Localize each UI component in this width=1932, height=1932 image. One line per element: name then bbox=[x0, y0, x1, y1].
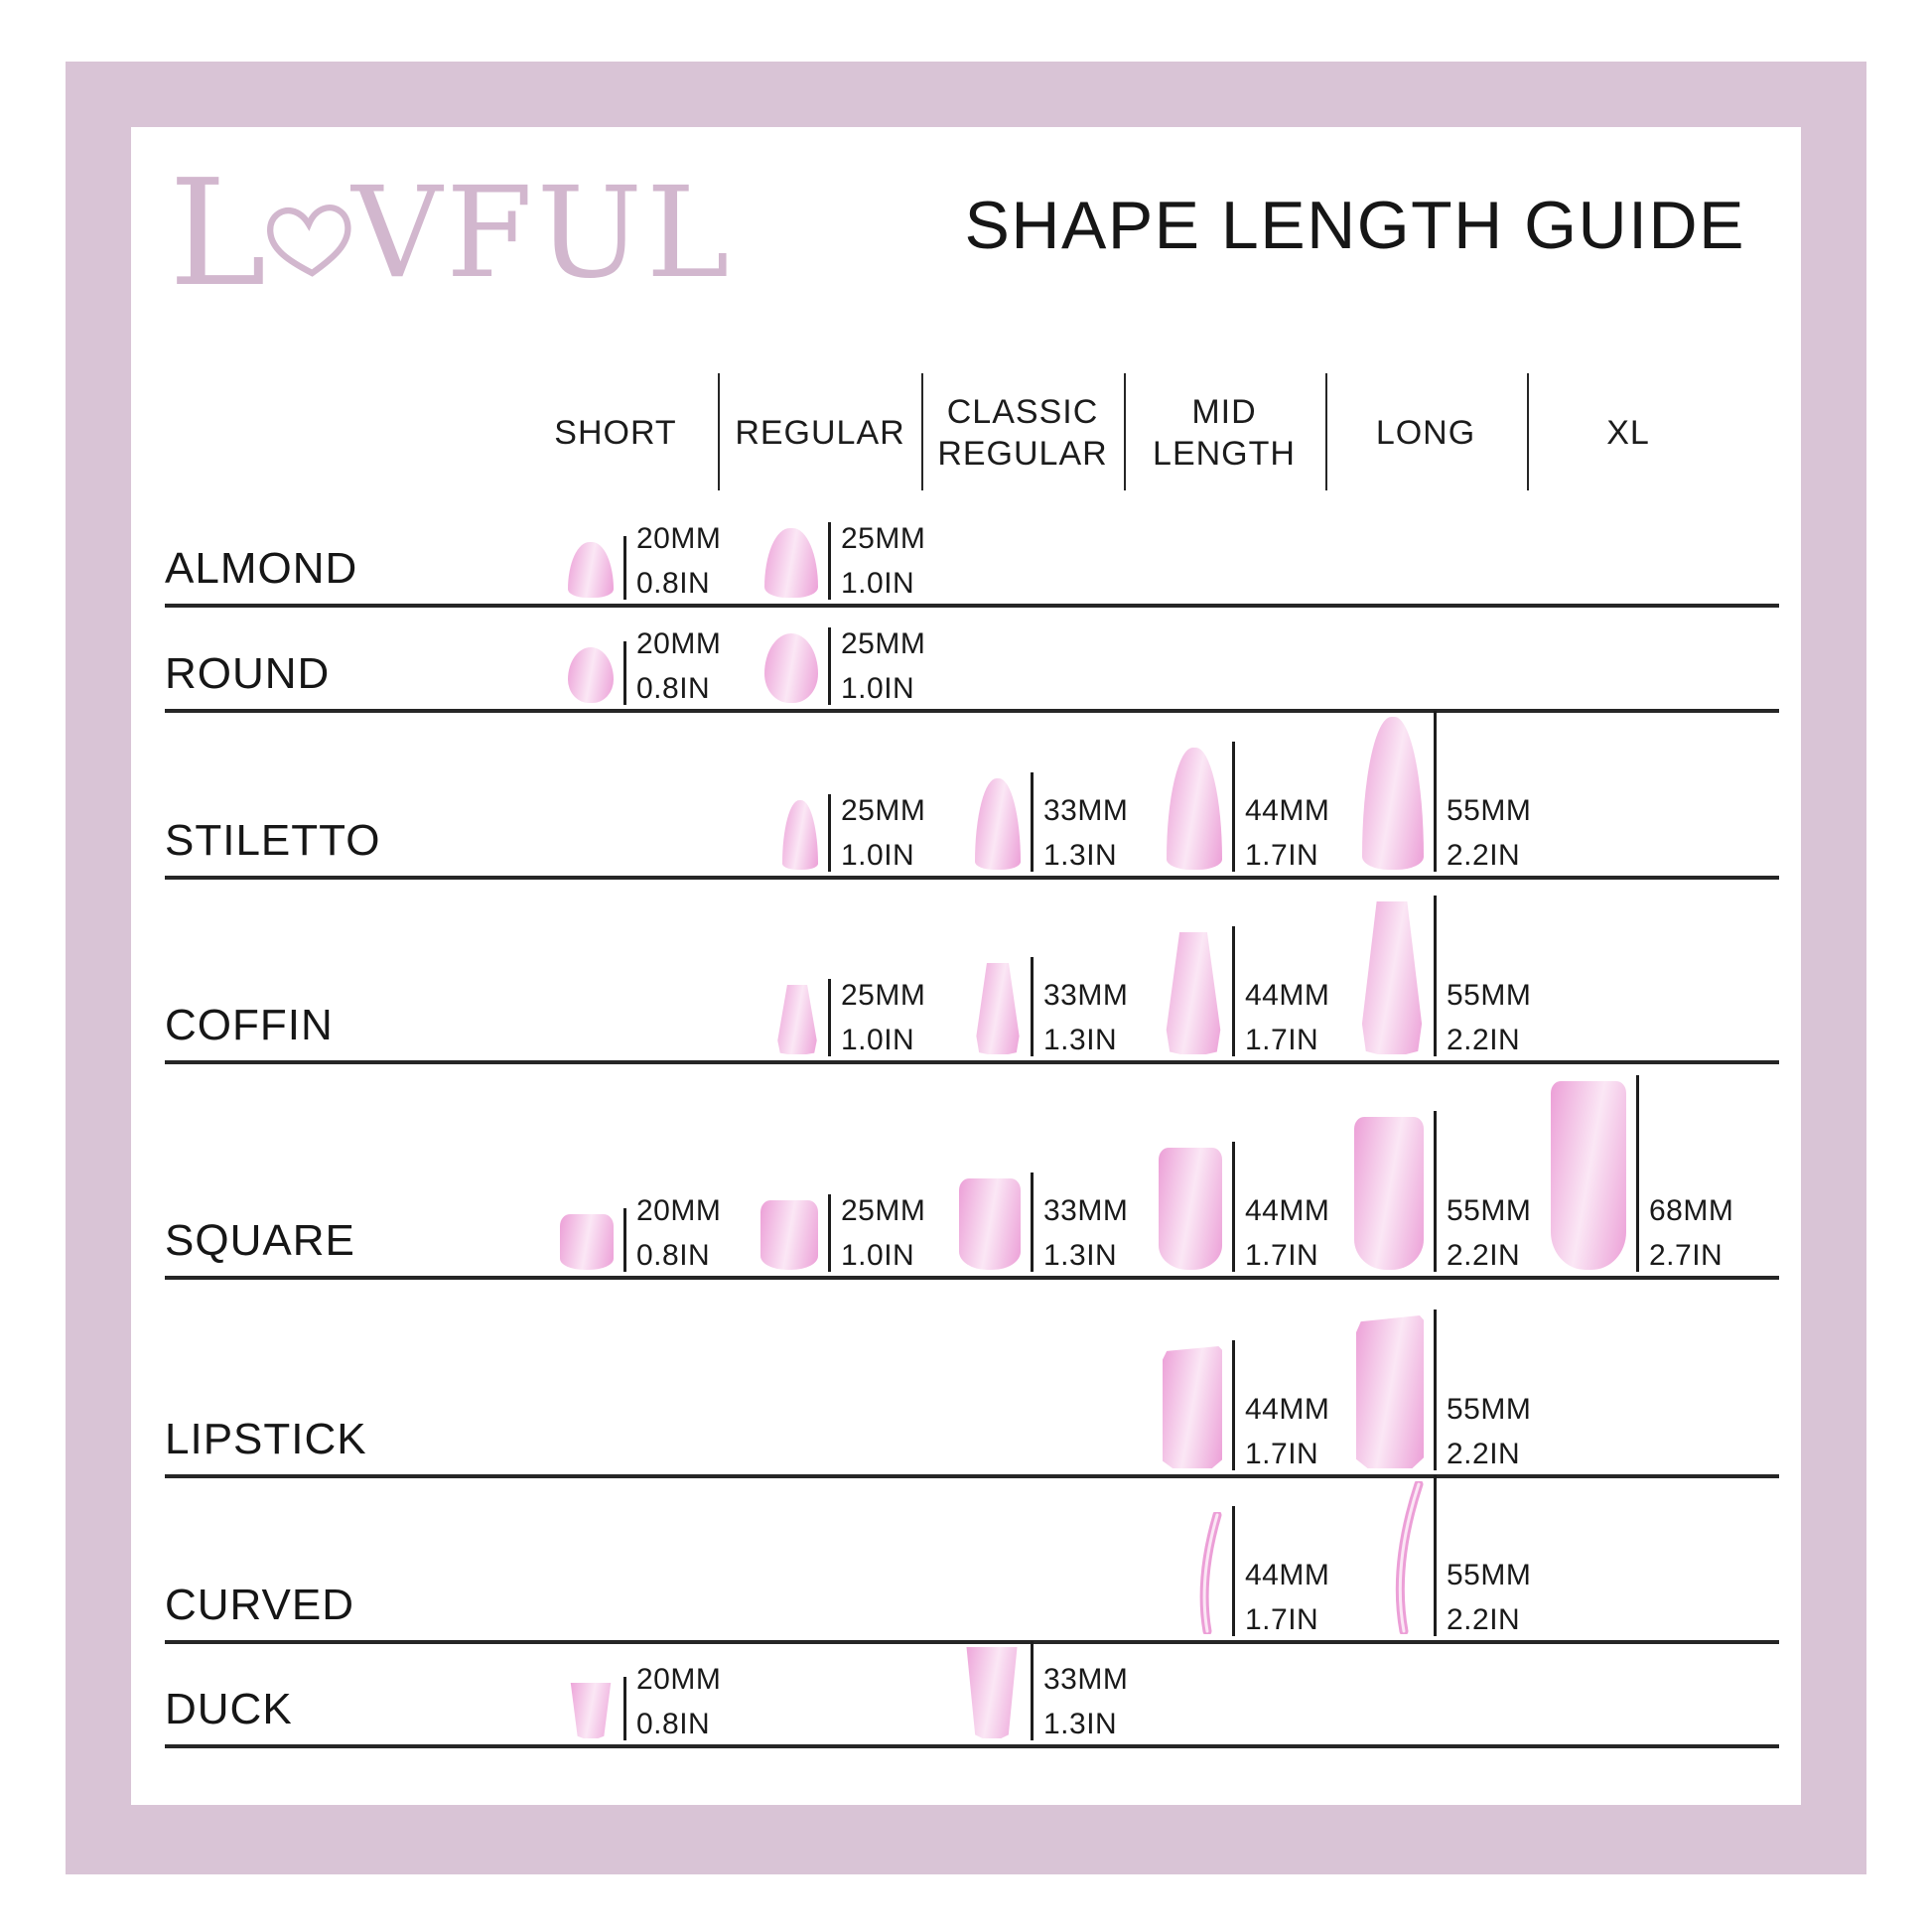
measure-mm-value: 55MM bbox=[1447, 979, 1532, 1012]
row-line-curved bbox=[165, 1640, 1779, 1644]
row-line-duck bbox=[165, 1744, 1779, 1748]
measure-text-lipstick-mid_length bbox=[1245, 1387, 1329, 1476]
row-label-curved: CURVED bbox=[165, 1581, 355, 1629]
measure-line-coffin-mid_length bbox=[1232, 926, 1235, 1056]
measure-line-coffin-classic_regular bbox=[1031, 957, 1034, 1056]
measure-in-value: 1.7IN bbox=[1245, 1239, 1319, 1272]
row-line-square bbox=[165, 1276, 1779, 1280]
measure-in-value: 1.3IN bbox=[1043, 839, 1118, 872]
nail-square-mid_length bbox=[1159, 1148, 1222, 1270]
measure-in-value: 2.2IN bbox=[1447, 1603, 1521, 1636]
nail-lipstick-mid_length bbox=[1163, 1346, 1222, 1468]
measure-mm-value: 55MM bbox=[1447, 794, 1532, 827]
measure-in-value: 0.8IN bbox=[636, 1708, 711, 1740]
measure-mm-value: 33MM bbox=[1043, 1663, 1129, 1696]
measure-text-square-regular bbox=[841, 1188, 925, 1278]
nail-curved-long bbox=[1390, 1481, 1424, 1634]
measure-mm-value: 44MM bbox=[1245, 1194, 1330, 1227]
measure-text-coffin-long bbox=[1447, 973, 1531, 1062]
measure-text-stiletto-regular bbox=[841, 788, 925, 878]
measure-mm-value: 25MM bbox=[841, 979, 926, 1012]
nail-square-classic_regular bbox=[959, 1178, 1021, 1270]
measure-mm-value: 55MM bbox=[1447, 1194, 1532, 1227]
measure-text-almond-short bbox=[636, 516, 721, 606]
measure-line-duck-classic_regular bbox=[1031, 1641, 1034, 1740]
measure-mm-value: 44MM bbox=[1245, 1559, 1330, 1591]
logo-letters-vful: VFUL bbox=[351, 160, 734, 306]
measure-text-coffin-classic_regular bbox=[1043, 973, 1128, 1062]
nail-square-regular bbox=[760, 1200, 818, 1270]
measure-in-value: 1.0IN bbox=[841, 567, 915, 600]
measure-text-square-classic_regular bbox=[1043, 1188, 1128, 1278]
measure-line-curved-long bbox=[1434, 1475, 1437, 1636]
column-header-long bbox=[1321, 373, 1530, 492]
nail-square-short bbox=[560, 1214, 614, 1270]
measure-mm-value: 25MM bbox=[841, 794, 926, 827]
measure-line-stiletto-mid_length bbox=[1232, 742, 1235, 872]
page-title: SHAPE LENGTH GUIDE bbox=[964, 188, 1745, 263]
measure-in-value: 2.2IN bbox=[1447, 1024, 1521, 1056]
measure-in-value: 0.8IN bbox=[636, 672, 711, 705]
measure-text-square-short bbox=[636, 1188, 721, 1278]
column-header-line: XL bbox=[1606, 413, 1650, 452]
measure-line-almond-short bbox=[623, 536, 626, 600]
measure-mm-value: 44MM bbox=[1245, 1393, 1330, 1426]
measure-mm-value: 44MM bbox=[1245, 794, 1330, 827]
nail-lipstick-long bbox=[1356, 1315, 1424, 1468]
measure-in-value: 2.2IN bbox=[1447, 1239, 1521, 1272]
measure-text-almond-regular bbox=[841, 516, 925, 606]
measure-in-value: 1.0IN bbox=[841, 839, 915, 872]
measure-text-curved-mid_length bbox=[1245, 1553, 1329, 1642]
measure-line-square-short bbox=[623, 1208, 626, 1272]
measure-text-coffin-mid_length bbox=[1245, 973, 1329, 1062]
logo-letter-l: L bbox=[169, 148, 267, 319]
measure-text-square-xl bbox=[1649, 1188, 1733, 1278]
column-header-line: SHORT bbox=[554, 413, 677, 452]
heart-icon bbox=[259, 194, 360, 285]
measure-text-square-mid_length bbox=[1245, 1188, 1329, 1278]
measure-mm-value: 55MM bbox=[1447, 1393, 1532, 1426]
column-header-line: REGULAR bbox=[735, 413, 905, 452]
row-label-round: ROUND bbox=[165, 649, 331, 698]
nail-round-short bbox=[568, 647, 614, 703]
measure-line-square-mid_length bbox=[1232, 1142, 1235, 1272]
measure-mm-value: 20MM bbox=[636, 1194, 722, 1227]
measure-in-value: 1.0IN bbox=[841, 672, 915, 705]
measure-in-value: 2.7IN bbox=[1649, 1239, 1724, 1272]
measure-mm-value: 25MM bbox=[841, 627, 926, 660]
measure-mm-value: 25MM bbox=[841, 1194, 926, 1227]
column-header-classic_regular bbox=[918, 373, 1127, 492]
measure-line-duck-short bbox=[623, 1677, 626, 1740]
measure-mm-value: 68MM bbox=[1649, 1194, 1734, 1227]
measure-line-square-classic_regular bbox=[1031, 1173, 1034, 1272]
row-line-stiletto bbox=[165, 876, 1779, 880]
row-label-almond: ALMOND bbox=[165, 544, 358, 593]
measure-line-stiletto-long bbox=[1434, 711, 1437, 872]
measure-text-stiletto-classic_regular bbox=[1043, 788, 1128, 878]
measure-in-value: 2.2IN bbox=[1447, 839, 1521, 872]
row-label-lipstick: LIPSTICK bbox=[165, 1415, 367, 1463]
measure-in-value: 1.7IN bbox=[1245, 1438, 1319, 1470]
column-header-line: LENGTH bbox=[1153, 435, 1296, 473]
column-header-xl bbox=[1524, 373, 1732, 492]
column-header-line: CLASSIC bbox=[946, 392, 1099, 431]
measure-in-value: 1.0IN bbox=[841, 1239, 915, 1272]
measure-text-duck-classic_regular bbox=[1043, 1657, 1128, 1746]
row-label-coffin: COFFIN bbox=[165, 1001, 334, 1049]
measure-mm-value: 44MM bbox=[1245, 979, 1330, 1012]
nail-square-long bbox=[1354, 1117, 1424, 1270]
measure-mm-value: 20MM bbox=[636, 627, 722, 660]
measure-text-lipstick-long bbox=[1447, 1387, 1531, 1476]
measure-mm-value: 20MM bbox=[636, 522, 722, 555]
measure-text-duck-short bbox=[636, 1657, 721, 1746]
measure-in-value: 1.0IN bbox=[841, 1024, 915, 1056]
measure-mm-value: 33MM bbox=[1043, 794, 1129, 827]
column-header-line: LONG bbox=[1375, 413, 1476, 452]
measure-text-round-regular bbox=[841, 621, 925, 711]
column-header-line: MID bbox=[1191, 392, 1257, 431]
measure-text-stiletto-long bbox=[1447, 788, 1531, 878]
measure-line-square-regular bbox=[828, 1194, 831, 1272]
measure-text-square-long bbox=[1447, 1188, 1531, 1278]
measure-line-coffin-long bbox=[1434, 896, 1437, 1056]
measure-in-value: 1.7IN bbox=[1245, 839, 1319, 872]
nail-square-xl bbox=[1551, 1081, 1626, 1270]
measure-in-value: 2.2IN bbox=[1447, 1438, 1521, 1470]
row-line-lipstick bbox=[165, 1474, 1779, 1478]
column-header-regular bbox=[716, 373, 924, 492]
measure-text-curved-long bbox=[1447, 1553, 1531, 1642]
row-line-round bbox=[165, 709, 1779, 713]
measure-line-round-regular bbox=[828, 627, 831, 705]
row-label-duck: DUCK bbox=[165, 1685, 293, 1733]
row-line-coffin bbox=[165, 1060, 1779, 1064]
column-header-mid_length bbox=[1120, 373, 1328, 492]
measure-line-stiletto-regular bbox=[828, 794, 831, 872]
measure-line-coffin-regular bbox=[828, 979, 831, 1056]
measure-line-round-short bbox=[623, 641, 626, 705]
measure-line-almond-regular bbox=[828, 522, 831, 600]
measure-line-lipstick-long bbox=[1434, 1310, 1437, 1470]
measure-line-square-long bbox=[1434, 1111, 1437, 1272]
column-header-short bbox=[511, 373, 720, 492]
measure-text-coffin-regular bbox=[841, 973, 925, 1062]
measure-in-value: 1.3IN bbox=[1043, 1708, 1118, 1740]
brand-logo bbox=[169, 149, 734, 318]
measure-in-value: 1.3IN bbox=[1043, 1024, 1118, 1056]
row-label-stiletto: STILETTO bbox=[165, 816, 381, 865]
nail-curved-mid_length bbox=[1196, 1512, 1222, 1634]
measure-in-value: 0.8IN bbox=[636, 1239, 711, 1272]
measure-in-value: 1.3IN bbox=[1043, 1239, 1118, 1272]
measure-mm-value: 55MM bbox=[1447, 1559, 1532, 1591]
column-header-line: REGULAR bbox=[937, 435, 1108, 473]
measure-text-stiletto-mid_length bbox=[1245, 788, 1329, 878]
measure-mm-value: 33MM bbox=[1043, 1194, 1129, 1227]
measure-mm-value: 25MM bbox=[841, 522, 926, 555]
measure-mm-value: 20MM bbox=[636, 1663, 722, 1696]
measure-line-lipstick-mid_length bbox=[1232, 1340, 1235, 1470]
measure-line-curved-mid_length bbox=[1232, 1506, 1235, 1636]
row-label-square: SQUARE bbox=[165, 1216, 355, 1265]
measure-in-value: 0.8IN bbox=[636, 567, 711, 600]
measure-in-value: 1.7IN bbox=[1245, 1024, 1319, 1056]
measure-text-round-short bbox=[636, 621, 721, 711]
row-line-almond bbox=[165, 604, 1779, 608]
measure-line-stiletto-classic_regular bbox=[1031, 772, 1034, 872]
measure-mm-value: 33MM bbox=[1043, 979, 1129, 1012]
measure-in-value: 1.7IN bbox=[1245, 1603, 1319, 1636]
measure-line-square-xl bbox=[1636, 1075, 1639, 1272]
